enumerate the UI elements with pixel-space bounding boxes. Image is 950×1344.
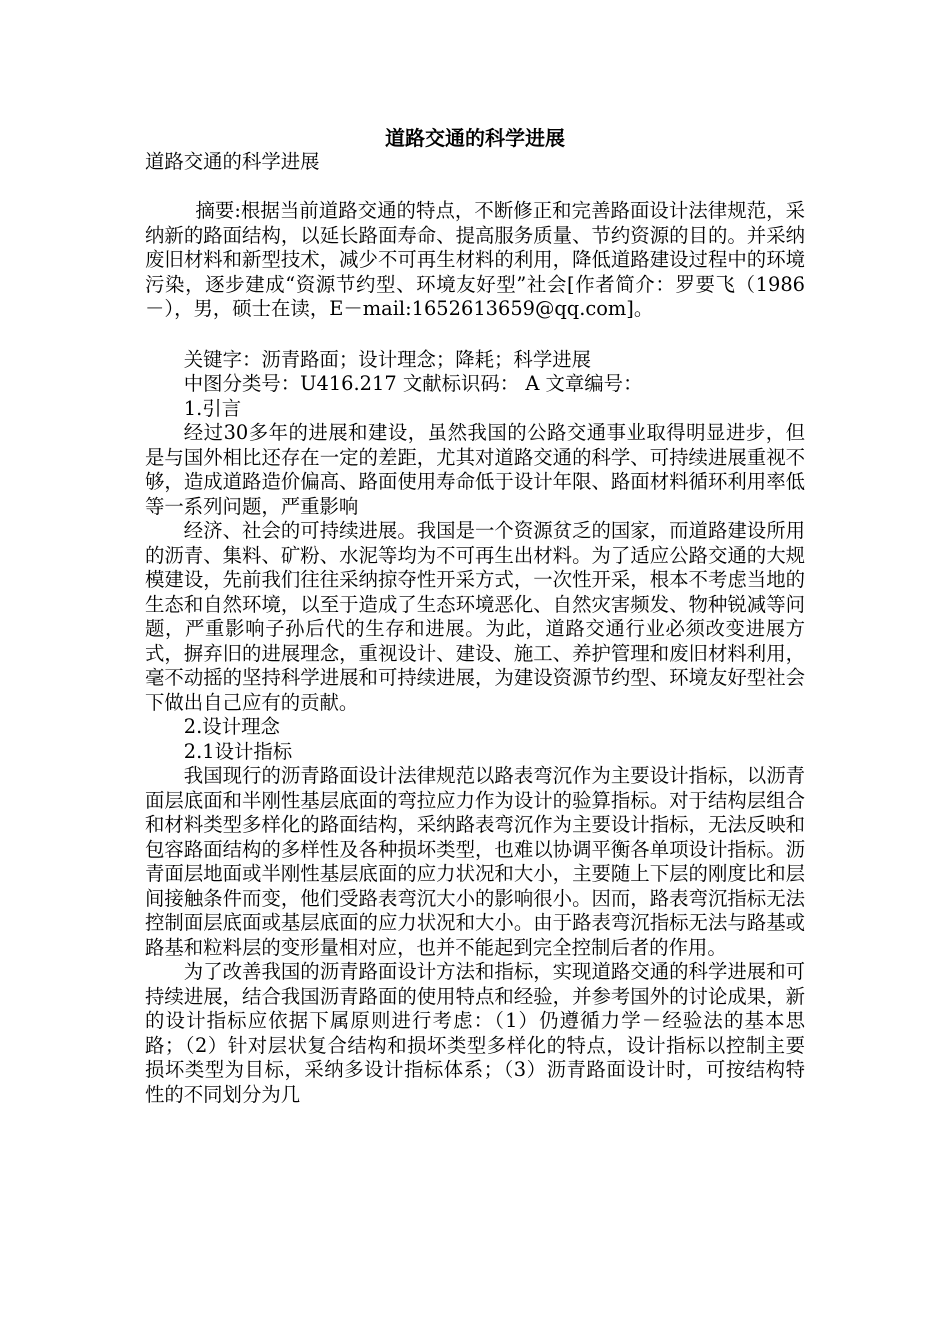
document-subtitle: 道路交通的科学进展 [145,150,320,173]
subsection-heading-design-indicators: 2.1设计指标 [183,739,293,763]
document-title: 道路交通的科学进展 [385,126,565,150]
paragraph: 经济、社会的可持续进展。我国是一个资源贫乏的国家，而道路建设所用的沥青、集料、矿粉、水泥等均为不可再生出材料。为了适应公路交通的大规模建设，先前我们往往采纳掠夺性开采方式，一次性开采，根本不考虑当地的生态和自然环境，以至于造成了生态环境恶化、自然灾害频发、物种锐减等问题，严重影响子孙后代的生存和进展。为此，道路交通行业必须改变进展方式，摒弃旧的进展理念，重视设计、建设、施工、养护管理和废旧材料利用，毫不动摇的坚持科学进展和可持续进展，为建设资源节约型、环境友好型社会下做出自己应有的贡献。 [145,519,805,714]
section-heading-introduction: 1.引言 [183,396,242,420]
section-heading-design-concept: 2.设计理念 [183,715,280,738]
abstract-paragraph: 摘要:根据当前道路交通的特点，不断修正和完善路面设计法律规范，采纳新的路面结构，以延长路面寿命、提高服务质量、节约资源的目的。并采纳废旧材料和新型技术，减少不可再生材料的利用，降低道路建设过程中的环境污染，逐步建成“资源节约型、环境友好型”社会[作者简介：罗要飞（1986－），男，硕士在读，E－mail:1652613659@qq.com]。 [145,199,805,320]
keywords-line: 关键字：沥青路面；设计理念；降耗；科学进展 [183,347,591,371]
paragraph: 经过30多年的进展和建设，虽然我国的公路交通事业取得明显进步，但是与国外相比还存在一定的差距，尤其对道路交通的科学、可持续进展重视不够，造成道路造价偏高、路面使用寿命低于设计年限、路面材料循环利用率低等一系列问题，严重影响 [145,421,805,518]
document-body [145,150,805,1107]
paragraph: 我国现行的沥青路面设计法律规范以路表弯沉作为主要设计指标，以沥青面层底面和半刚性基层底面的弯拉应力作为设计的验算指标。对于结构层组合和材料类型多样化的路面结构，采纳路表弯沉作为主要设计指标，无法反映和包容路面结构的多样性及各种损坏类型，也难以协调平衡各单项设计指标。沥青面层地面或半刚性基层底面的应力状况和大小，主要随上下层的刚度比和层间接触条件而变，他们受路表弯沉大小的影响很小。因而，路表弯沉指标无法控制面层底面或基层底面的应力状况和大小。由于路表弯沉指标无法与路基或路基和粒料层的变形量相对应，也并不能起到完全控制后者的作用。 [145,764,805,959]
classification-line: 中图分类号：U416.217 文献标识码： A 文章编号： [183,372,643,395]
paragraph: 为了改善我国的沥青路面设计方法和指标，实现道路交通的科学进展和可持续进展，结合我国沥青路面的使用特点和经验，并参考国外的讨论成果，新的设计指标应依据下属原则进行考虑：（1）仍遵循力学－经验法的基本思路；（2）针对层状复合结构和损坏类型多样化的特点，设计指标以控制主要损坏类型为目标，采纳多设计指标体系；（3）沥青路面设计时，可按结构特性的不同划分为几 [145,960,805,1106]
